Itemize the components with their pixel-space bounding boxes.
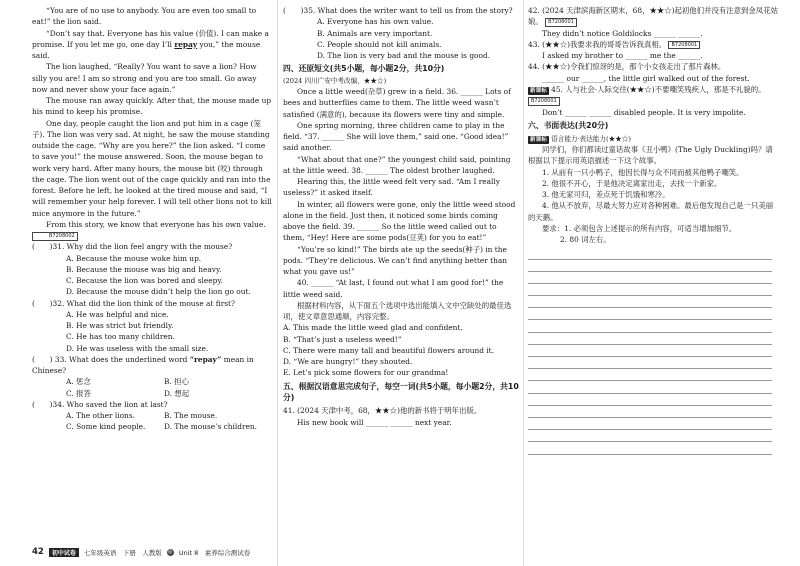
- option-b: B. He was strict but friendly.: [66, 321, 174, 330]
- section-heading: 五、根据汉语意思完成句子，每空一词(共5小题，每小题2分，共10分): [283, 381, 519, 403]
- section-note: (2024 四川广安中考改编，★★☆): [283, 77, 387, 86]
- option-c: C. He has too many children.: [66, 332, 175, 342]
- question-code: B7208001: [668, 41, 700, 50]
- option-c: C. 报答: [66, 388, 91, 398]
- choice-e: E. Let’s pick some flowers for our grandma!: [283, 368, 449, 378]
- question-33: ( ) 33. What does the underlined word “repay” mean in Chinese? A. 惩念 B. 担心 C. 报答 D. 想起: [32, 354, 272, 399]
- answer-line: [528, 357, 772, 369]
- answer-line: [528, 333, 772, 345]
- story-paragraph: The mouse ran away quickly. After that, the mouse made up his mind to keep his promise.: [32, 96, 272, 117]
- new-standard-tag: 新课标: [530, 136, 547, 143]
- question-35: ( )35. What does the writer want to tell us from the story? A. Everyone has his own value. B. Animals are very important. C. People should not kill animals. D. The lion is very bad and the mouse is good.: [283, 5, 519, 61]
- option-c: C. Because the lion was bored and sleepy.: [66, 276, 223, 285]
- answer-line: [528, 381, 772, 393]
- answer-line: [528, 406, 772, 418]
- section-note: 新课标 语言能力·表达能力(★★☆): [530, 134, 631, 143]
- column-right: [528, 5, 780, 455]
- story-paragraph: One day, people caught the lion and put him in a cage (笼子). The lion was very sad. At night, he saw the mouse standing outside the cage. “Why are you here?” the lion asked. “I come to save you!” the mouse answered. Soon, the mouse began to work very hard. After many hours, the mouse bit (咬) through the cage. The lion went out of the cage quickly and ran into the forest. Before he left, he looked at the tired mouse and said, “I will remember your help forever. I will tell other lions not to kill mice anymore in the future.”: [32, 118, 272, 218]
- column-left: [32, 5, 272, 433]
- answer-line: [528, 284, 772, 296]
- answer-line: [528, 308, 772, 320]
- question-45-sentence: Don’t ______ ______ disabled people. It is very impolite.: [542, 107, 746, 117]
- writing-point: 2. 他很不开心，于是他决定离家出走，去找一个新家。: [542, 178, 722, 188]
- question-code: B7208001: [545, 18, 577, 27]
- passage-paragraph: One spring morning, three children came to play in the field. “37. ______ She will love them,” said one. “Good idea!” said another.: [283, 120, 509, 153]
- passage-paragraph: “You’re so kind!” The birds ate up the seeds(种子) in the pods. “They’re delicious. We can’t find anything better than what you gave us!”: [283, 244, 507, 277]
- writing-point: 4. 他从不放弃，尽最大努力应对各种困难。最后他发现自己是一只美丽的天鹅。: [528, 201, 774, 222]
- story-paragraph: From this story, we know that everyone has his own value. B7208002: [32, 219, 272, 242]
- option-b: B. Because the mouse was big and heavy.: [66, 264, 222, 274]
- writing-point: 3. 他无家可归，差点死于饥饿和寒冷。: [542, 190, 670, 200]
- question-44: 44. (★★☆)令我们惊讶的是，那个小女孩走出了那片森林。: [528, 62, 726, 72]
- passage-paragraph: 40. ______ “At last, I found out what I am good for!” the little weed said.: [283, 278, 504, 299]
- column-middle: [283, 5, 519, 428]
- story-paragraph: The lion laughed, “Really? You want to save a lion? How silly you are! I am so strong and you are too small. Go away now and never show your face again.”: [32, 62, 257, 94]
- answer-line: [528, 272, 772, 284]
- passage-paragraph: Once a little weed(杂草) grew in a field. 36. ______ Lots of bees and butterflies came to them. The little weed wasn’t satisfied (满意的), because its flowers were tiny and simple.: [283, 87, 511, 119]
- question-34: ( )34. Who saved the lion at last? A. The other lions. B. The mouse. C. Some kind people. D. The mouse’s children.: [32, 399, 272, 433]
- column-divider: [523, 0, 524, 566]
- unit-title: Unit 8 素养综合测试卷: [178, 548, 251, 557]
- question-code: B7208002: [32, 232, 78, 241]
- option-b: B. The mouse.: [164, 411, 218, 420]
- question-41: 41. (2024 天津中考，68，★★☆)他的新书将于明年出版。: [283, 406, 482, 416]
- question-32: ( )32. What did the lion think of the mouse at first? A. He was helpful and nice. B. He was strict but friendly. C. He has too many children. D. He was useless with the small size.: [32, 298, 272, 354]
- choice-b: B. “That’s just a useless weed!”: [283, 334, 402, 344]
- instructions: 根据材料内容，从下面五个选项中选出能填入文中空缺处的最佳选项，使文章意思通顺，内容完整。: [283, 300, 512, 322]
- series-label: 初中试卷: [49, 548, 79, 557]
- option-b: B. Animals are very important.: [317, 28, 433, 38]
- option-c: C. People should not kill animals.: [317, 39, 442, 49]
- question-43: 43. (★★☆)我要求我的哥哥告诉我真相。 B7208001: [528, 39, 780, 50]
- question-45: 新课标 45. 人与社会·人际交往(★★☆)不要嘲笑残疾人，那是不礼貌的。 B7208001: [530, 84, 766, 105]
- option-a: A. 惩念: [66, 377, 91, 387]
- question-42: 42. (2024 天津滨海新区期末，68，★★☆)起初他们并没有注意到金凤花姑娘。 B7208001: [528, 6, 778, 27]
- choice-d: D. “We are hungry!” they shouted.: [283, 357, 413, 367]
- option-a: A. He was helpful and nice.: [66, 309, 169, 319]
- book-info: 七年级英语 下册 人教版: [83, 548, 162, 557]
- writing-area[interactable]: [528, 247, 780, 454]
- writing-requirement: 2. 80 词左右。: [560, 235, 611, 245]
- option-c: C. Some kind people.: [66, 422, 146, 432]
- passage-paragraph: “What about that one?” the youngest child said, pointing at the little weed. 38. ______ The oldest brother laughed.: [283, 154, 511, 175]
- option-a: A. The other lions.: [66, 411, 135, 420]
- story-paragraph: “You are of no use to anybody. You are even too small to eat!” the lion said.: [32, 6, 257, 27]
- option-b: B. 担心: [164, 377, 189, 387]
- choice-c: C. There were many tall and beautiful flowers around it.: [283, 345, 495, 355]
- answer-line: [528, 418, 772, 430]
- page-footer: [32, 547, 272, 557]
- answer-line: [528, 296, 772, 308]
- answer-line: [528, 260, 772, 272]
- column-divider: [277, 0, 278, 566]
- answer-line: [528, 369, 772, 381]
- question-44-sentence: ______ our ______, the little girl walked out of the forest.: [542, 73, 750, 83]
- section-heading: 六、书面表达(共20分): [528, 120, 609, 130]
- answer-line: [528, 247, 772, 259]
- writing-point: 1. 从前有一只小鸭子，他因长得与众不同而被其他鸭子嘲笑。: [542, 167, 744, 177]
- answer-line: [528, 430, 772, 442]
- story-paragraph: “Don’t say that. Everyone has his value (价值). I can make a promise. If you let me go, one day I’ll repay you,” the mouse said.: [32, 28, 269, 60]
- answer-line: [528, 442, 772, 454]
- page-number: 42: [32, 547, 44, 557]
- question-41-sentence: His new book will ______ ______ next year.: [297, 417, 452, 427]
- option-d: D. He was useless with the small size.: [66, 343, 209, 353]
- writing-requirement: 要求：1. 必须包含上述提示的所有内容，可适当增加细节。: [542, 223, 737, 233]
- option-d: D. The mouse’s children.: [164, 422, 258, 432]
- passage-paragraph: In winter, all flowers were gone, only the little weed stood alone in the field. Just then, it noticed some birds coming above the field. 39. ______ So the little weed called out to them, “Hey! Here are some pods(豆荚) for you to eat!”: [283, 199, 516, 243]
- answer-line: [528, 345, 772, 357]
- option-d: D. Because the mouse didn’t help the lion go out.: [66, 287, 251, 297]
- option-d: D. 想起: [164, 388, 190, 398]
- new-standard-tag: 新课标: [530, 87, 547, 94]
- passage-paragraph: Hearing this, the little weed felt very sad. “Am I really useless?” it asked itself.: [283, 177, 500, 198]
- question-43-sentence: I asked my brother to ______ me the ______.: [542, 51, 703, 60]
- question-code: B7208001: [528, 97, 560, 106]
- underlined-word: repay: [174, 39, 198, 49]
- answer-line: [528, 320, 772, 332]
- option-a: A. Everyone has his own value.: [317, 17, 434, 27]
- section-heading: 四、还原短文(共5小题，每小题2分，共10分): [283, 64, 445, 74]
- writing-prompt: 同学们，你们都读过童话故事《丑小鸭》(The Ugly Duckling)吗？请根据以下提示用英语描述一下这个故事。: [528, 145, 773, 166]
- option-d: D. The lion is very bad and the mouse is good.: [317, 51, 491, 60]
- question-31: ( )31. Why did the lion feel angry with the mouse? A. Because the mouse woke him up. B. Because the mouse was big and heavy. C. Because the lion was bored and sleepy. D. Because the mouse didn’t help the lion go out.: [32, 241, 272, 297]
- choice-a: A. This made the little weed glad and confident.: [283, 323, 463, 333]
- unit-icon: ◎: [168, 548, 173, 555]
- question-42-sentence: They didn’t notice Goldilocks ______ ______.: [542, 28, 703, 38]
- answer-line: [528, 394, 772, 406]
- option-a: A. Because the mouse woke him up.: [66, 253, 202, 263]
